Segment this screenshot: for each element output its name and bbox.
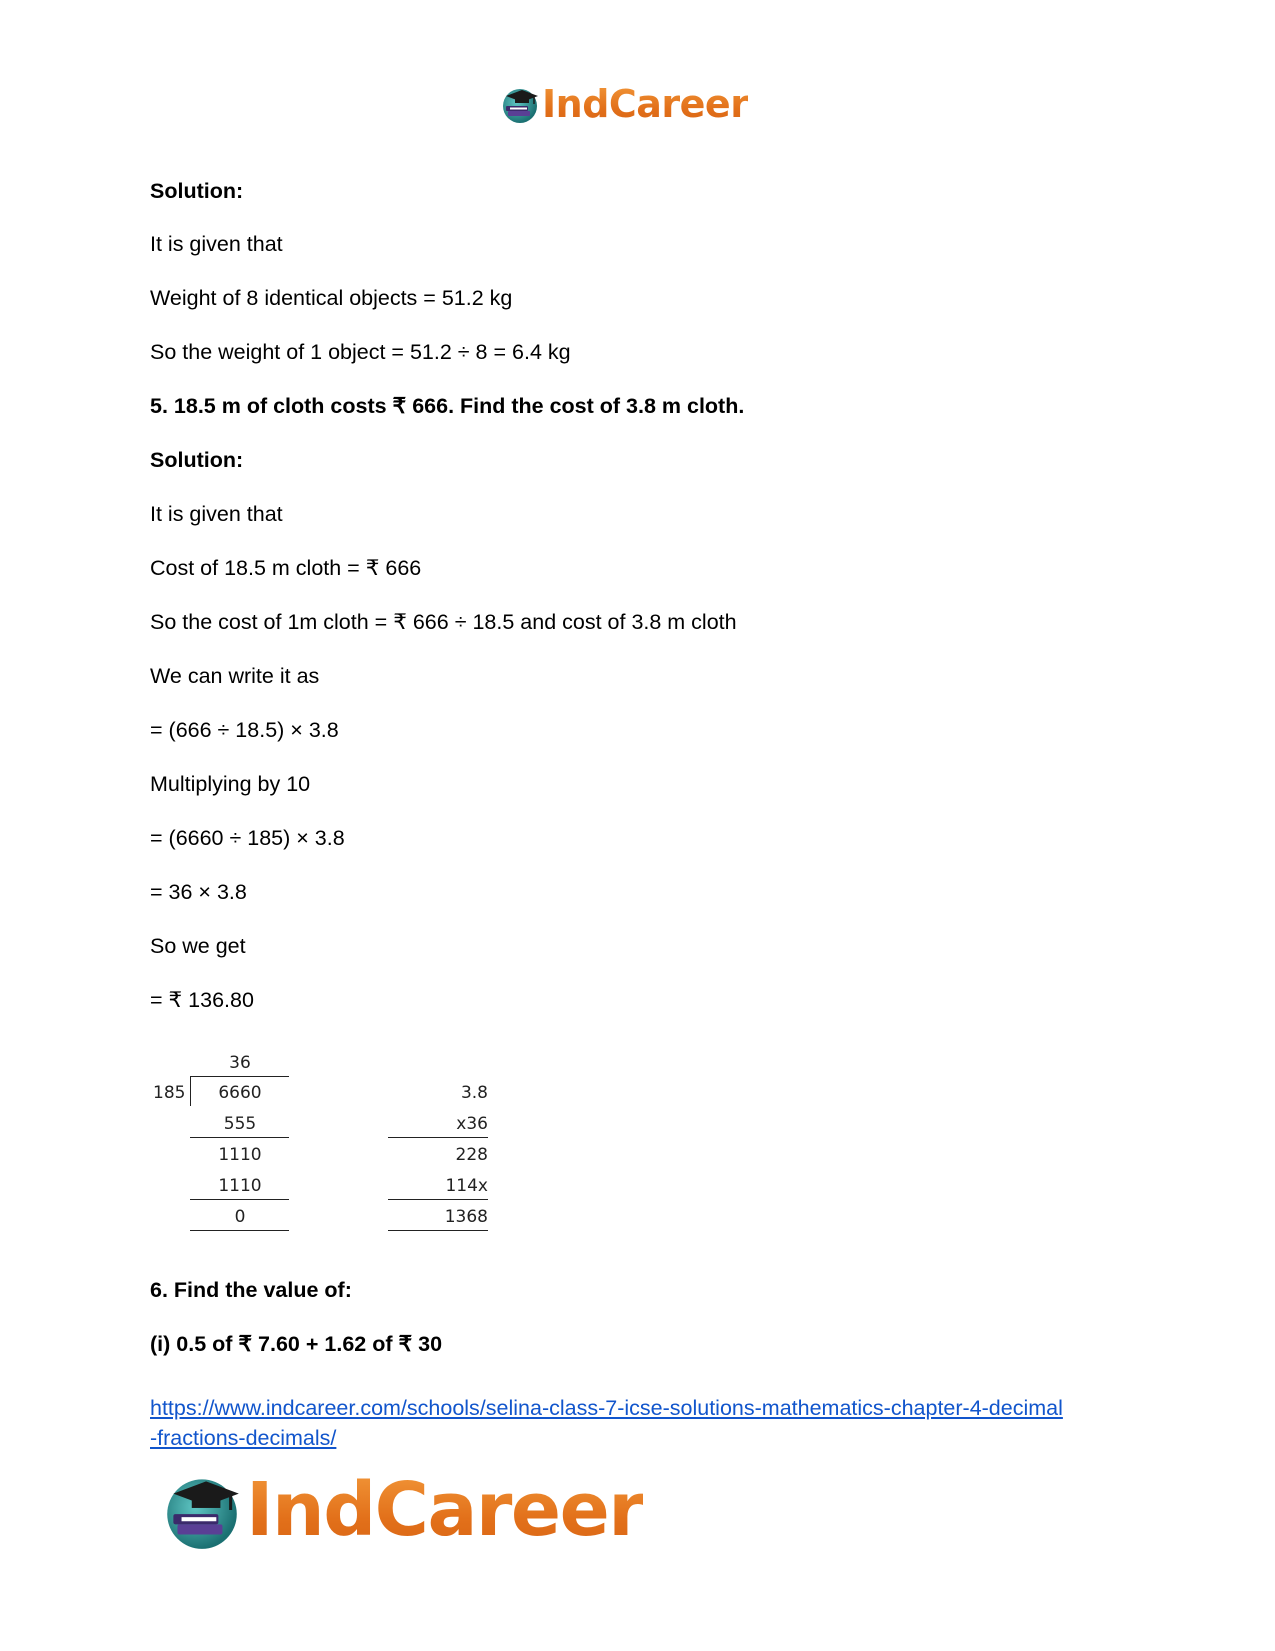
header-logo [500,78,748,130]
division-rule [190,1230,289,1231]
division-rule [190,1199,289,1200]
question-heading: 5. 18.5 m of cloth costs ₹ 666. Find the cost of 3.8 m cloth. [150,394,745,418]
calculation-working [150,1052,510,1252]
text-line: Multiplying by 10 [150,772,311,796]
division-bar [190,1076,289,1077]
text-line: Weight of 8 identical objects = 51.2 kg [150,286,513,310]
multiplication-partial: 114x [445,1176,488,1196]
multiplication-rule [388,1230,488,1231]
division-quotient: 36 [229,1053,251,1073]
division-remainder: 0 [234,1207,246,1227]
text-line: It is given that [150,232,283,256]
multiplication-result: 1368 [444,1207,488,1227]
text-line: = ₹ 136.80 [150,988,254,1012]
division-dividend: 6660 [218,1083,262,1103]
multiplication-rule [388,1137,488,1138]
source-link[interactable] [150,1393,1140,1453]
text-line: = (6660 ÷ 185) × 3.8 [150,826,345,850]
text-line: = (666 ÷ 18.5) × 3.8 [150,718,339,742]
multiplication-partial: 228 [455,1145,488,1165]
question-heading: 6. Find the value of: [150,1278,352,1302]
graduation-book-icon [500,82,540,126]
multiplication-rule [388,1199,488,1200]
text-line: = 36 × 3.8 [150,880,247,904]
text-line: Cost of 18.5 m cloth = ₹ 666 [150,556,422,580]
text-line: It is given that [150,502,283,526]
graduation-book-icon [160,1465,244,1555]
division-step: 1110 [218,1176,262,1196]
source-link-line[interactable]: https://www.indcareer.com/schools/selina-class-7-icse-solutions-mathematics-chapter-4-decimal [150,1396,1063,1420]
text-line: So the weight of 1 object = 51.2 ÷ 8 = 6.4 kg [150,340,571,364]
multiplication-multiplicand: 3.8 [460,1083,488,1103]
division-divisor: 185 [153,1083,186,1103]
question-part: (i) 0.5 of ₹ 7.60 + 1.62 of ₹ 30 [150,1332,443,1356]
text-line: So the cost of 1m cloth = ₹ 666 ÷ 18.5 and cost of 3.8 m cloth [150,610,737,634]
division-step: 555 [223,1114,257,1134]
division-rule [190,1137,289,1138]
multiplication-multiplier: x36 [456,1114,488,1134]
logo-wordmark: IndCareer [246,1467,644,1553]
solution-heading: Solution: [150,179,244,203]
footer-logo [160,1465,643,1555]
logo-wordmark: IndCareer [542,82,749,126]
text-line: We can write it as [150,664,320,688]
source-link-line[interactable]: -fractions-decimals/ [150,1426,337,1450]
text-line: So we get [150,934,246,958]
solution-heading: Solution: [150,448,244,472]
division-step: 1110 [218,1145,262,1165]
